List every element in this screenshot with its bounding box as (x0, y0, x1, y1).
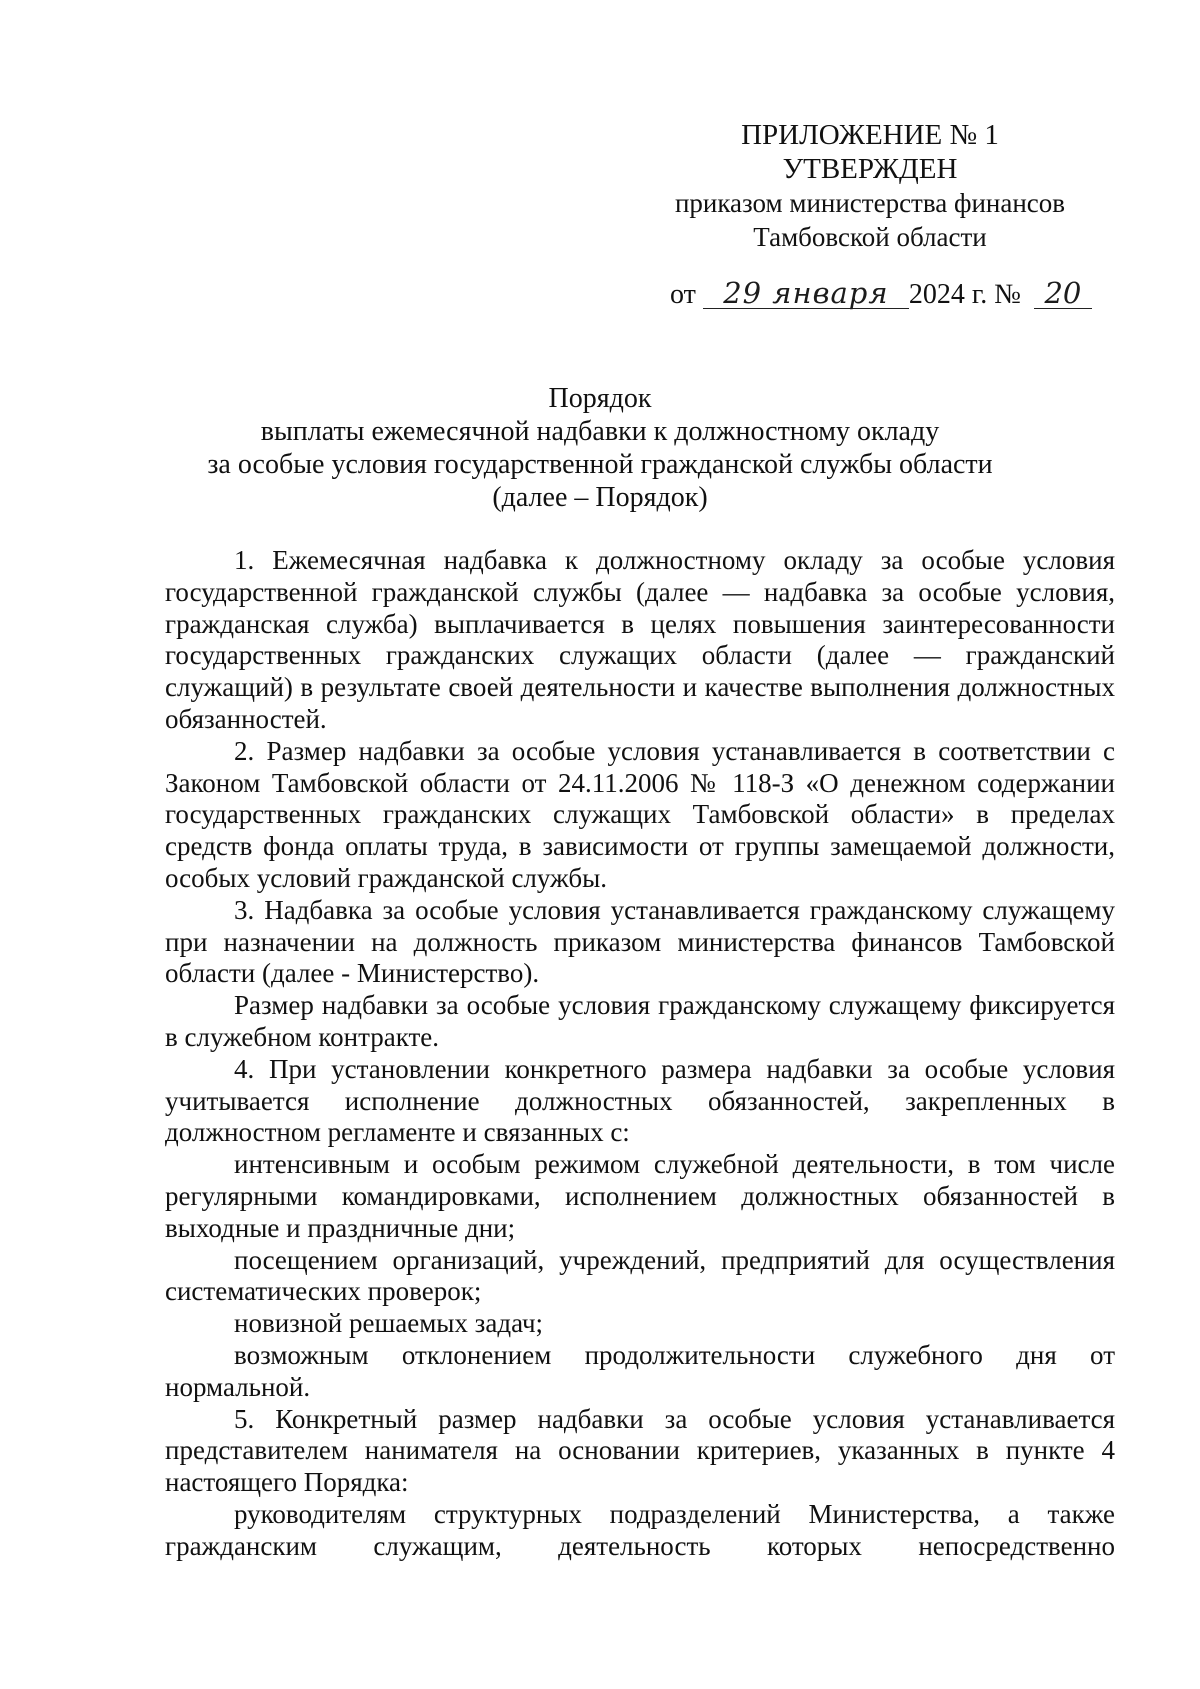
paragraph-3: 3. Надбавка за особые условия устанавливается гражданскому служащему при назначении на должность приказом министерства финансов Тамбовской области (далее - Министерство). (165, 894, 1115, 989)
paragraph-4-item-2: посещением организаций, учреждений, предприятий для осуществления систематических проверок; (165, 1244, 1115, 1307)
order-from-label: от (670, 279, 696, 310)
title-line-3: за особые условия государственной гражданской службы области (207, 449, 993, 480)
document-body (165, 545, 1115, 1563)
title-line-2: выплаты ежемесячной надбавки к должностному окладу (260, 416, 940, 447)
handwritten-order-number: 20 (1034, 278, 1092, 309)
region-label: Тамбовской области (753, 222, 987, 252)
paragraph-4-item-3: новизной решаемых задач; (234, 1308, 544, 1339)
paragraph-1: 1. Ежемесячная надбавка к должностному окладу за особые условия государственной гражданской службы (далее — надбавка за особые условия, гражданская служба) выплачивается в целях повышения заинтересованности государственных гражданских служащих области (далее — гражданский служащий) в результате своей деятельности и качестве выполнения должностных обязанностей. (165, 545, 1115, 734)
document-title (120, 382, 1080, 514)
paragraph-2: 2. Размер надбавки за особые условия устанавливается в соответствии с Законом Тамбовской области от 24.11.2006 № 118-З «О денежном содержании государственных гражданских служащих Тамбовской области» в пределах средств фонда оплаты труда, в зависимости от группы замещаемой должности, особых условий гражданской службы. (165, 735, 1115, 893)
order-date-line (670, 278, 1092, 311)
paragraph-4-item-1: интенсивным и особым режимом служебной деятельности, в том числе регулярными командировками, исполнением должностных обязанностей в выходные и праздничные дни; (165, 1149, 1115, 1243)
order-year-label: 2024 г. № (908, 279, 1021, 310)
paragraph-5-item-1: руководителям структурных подразделений Министерства, а также гражданским служащим, деятельность которых непосредственно (165, 1498, 1115, 1561)
title-line-1: Порядок (548, 383, 652, 414)
paragraph-4-item-4: возможным отклонением продолжительности служебного дня от нормальной. (165, 1339, 1115, 1402)
title-line-4: (далее – Порядок) (492, 482, 708, 513)
approved-label: УТВЕРЖДЕН (782, 153, 958, 185)
handwritten-date: 29 января (703, 278, 909, 309)
appendix-label: ПРИЛОЖЕНИЕ № 1 (741, 119, 999, 151)
order-by-label: приказом министерства финансов (674, 188, 1066, 218)
paragraph-4: 4. При установлении конкретного размера надбавки за особые условия учитывается исполнение должностных обязанностей, закрепленных в должностном регламенте и связанных с: (165, 1053, 1115, 1148)
paragraph-3-fixed: Размер надбавки за особые условия гражданскому служащему фиксируется в служебном контракте. (165, 990, 1115, 1052)
paragraph-5: 5. Конкретный размер надбавки за особые условия устанавливается представителем нанимателя на основании критериев, указанных в пункте 4 настоящего Порядка: (165, 1403, 1115, 1498)
approval-block (640, 118, 1100, 254)
